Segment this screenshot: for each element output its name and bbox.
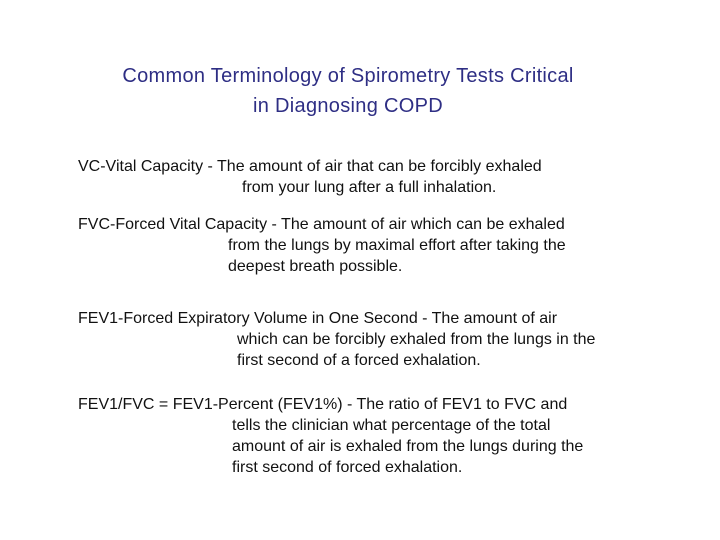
- term-separator: -: [342, 396, 357, 413]
- term-fev1: [78, 308, 595, 371]
- term-separator: -: [267, 216, 282, 233]
- term-definition-continued: deepest breath possible.: [228, 258, 403, 275]
- term-name: FVC-Forced Vital Capacity: [78, 216, 268, 233]
- term-definition-continued: which can be forcibly exhaled from the lungs in the: [237, 331, 596, 348]
- term-definition-continued: from the lungs by maximal effort after taking the: [228, 237, 566, 254]
- term-definition: The amount of air: [431, 310, 558, 327]
- term-definition: The ratio of FEV1 to FVC and: [356, 396, 568, 413]
- term-definition-continued: amount of air is exhaled from the lungs during the: [232, 438, 584, 455]
- slide-title-line-2: in Diagnosing COPD: [253, 95, 443, 117]
- term-separator: -: [203, 158, 218, 175]
- term-definition: The amount of air that can be forcibly exhaled: [217, 158, 542, 175]
- term-definition-continued: from your lung after a full inhalation.: [242, 179, 497, 196]
- slide-title-line-1: Common Terminology of Spirometry Tests Critical: [122, 65, 574, 87]
- term-definition: The amount of air which can be exhaled: [281, 216, 565, 233]
- term-definition-continued: first second of a forced exhalation.: [237, 352, 481, 369]
- term-fvc: [78, 214, 566, 277]
- term-definition-continued: first second of forced exhalation.: [232, 459, 463, 476]
- term-name: FEV1-Forced Expiratory Volume in One Second: [78, 310, 418, 327]
- term-definition-continued: tells the clinician what percentage of the total: [232, 417, 551, 434]
- term-name: FEV1/FVC = FEV1-Percent (FEV1%): [78, 396, 343, 413]
- term-vc: [78, 156, 542, 198]
- term-name: VC-Vital Capacity: [78, 158, 204, 175]
- slide-title: [0, 61, 696, 121]
- term-separator: -: [417, 310, 432, 327]
- term-fev1-fvc-ratio: [78, 394, 583, 478]
